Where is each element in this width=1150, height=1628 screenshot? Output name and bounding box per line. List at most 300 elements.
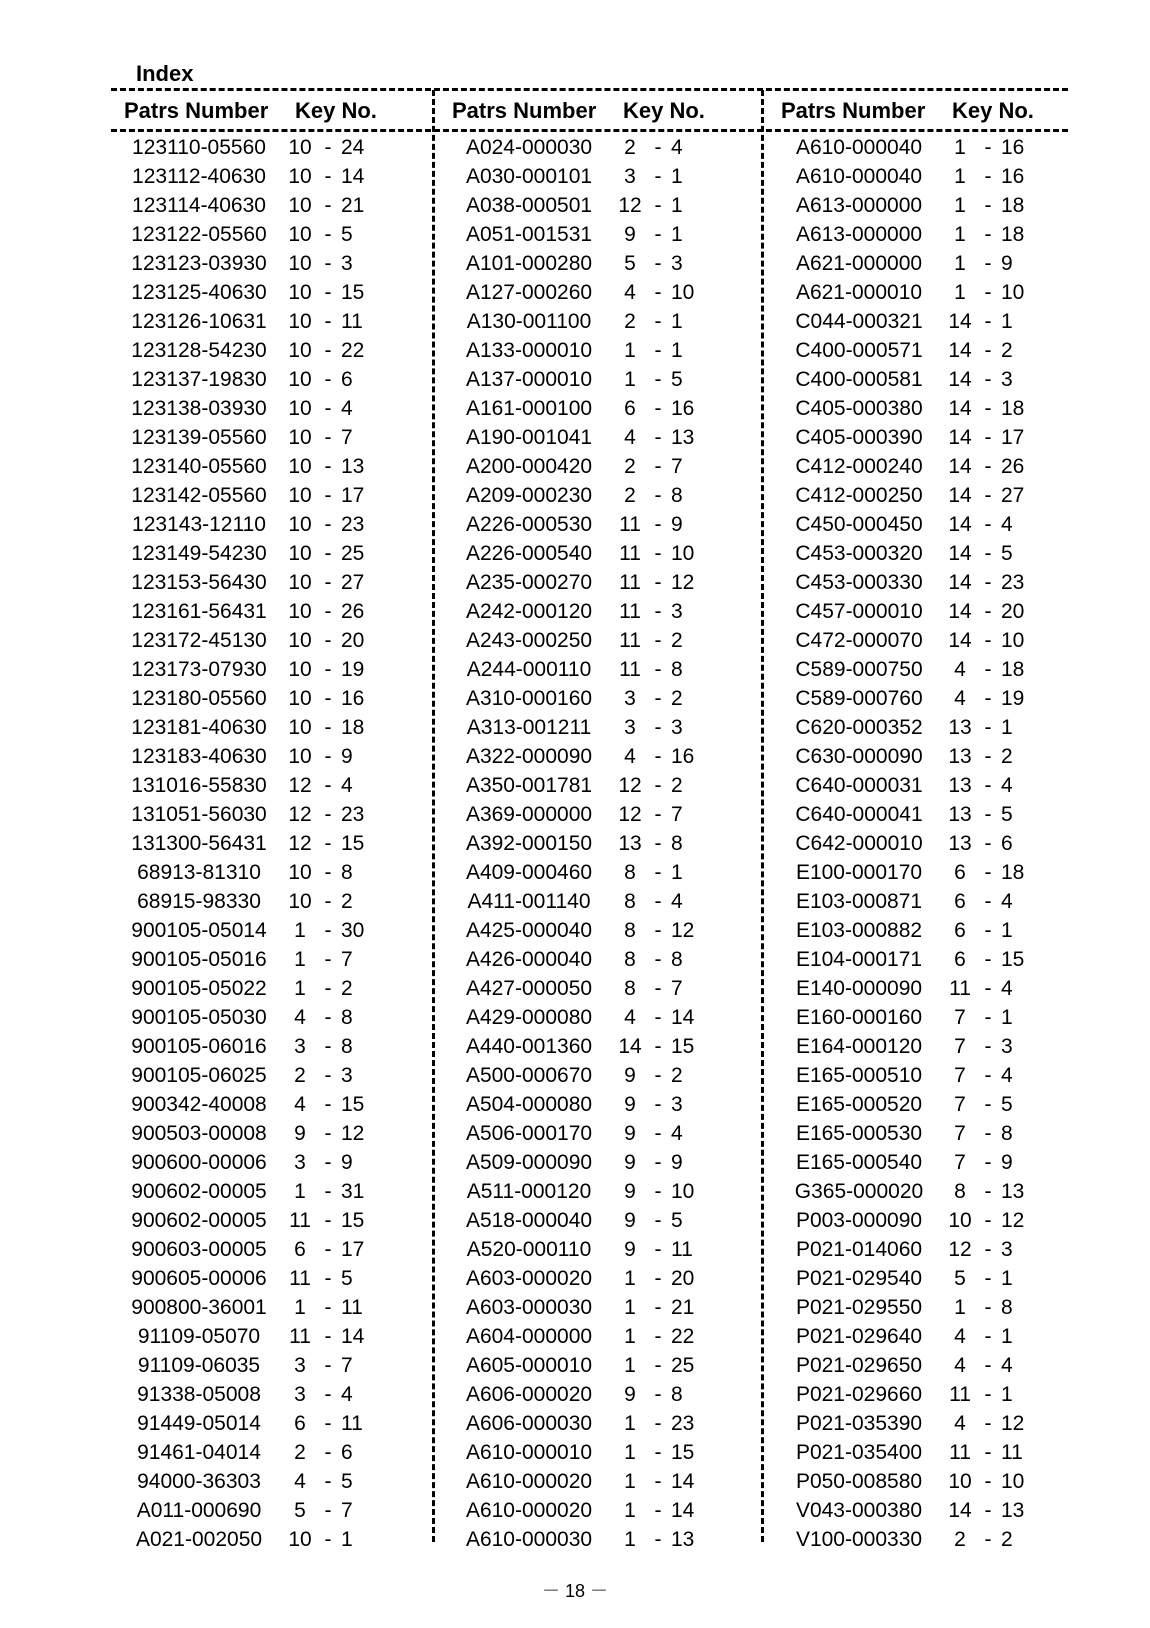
key-dash: - bbox=[654, 687, 662, 710]
key-dash: - bbox=[984, 919, 992, 942]
key-item: 31 bbox=[341, 1180, 365, 1203]
part-number: 123125-40630 bbox=[131, 281, 267, 304]
key-dash: - bbox=[324, 1006, 332, 1029]
key-figure: 1 bbox=[624, 1441, 636, 1464]
key-dash: - bbox=[984, 1296, 992, 1319]
part-number: 123161-56431 bbox=[131, 600, 267, 623]
key-figure: 10 bbox=[288, 484, 312, 507]
key-dash: - bbox=[324, 1064, 332, 1087]
key-item: 8 bbox=[341, 1006, 353, 1029]
key-item: 4 bbox=[1001, 513, 1013, 536]
key-dash: - bbox=[324, 1412, 332, 1435]
part-number: A610-000040 bbox=[795, 136, 923, 159]
key-figure: 7 bbox=[954, 1064, 966, 1087]
key-item: 1 bbox=[1001, 919, 1013, 942]
key-item: 4 bbox=[1001, 774, 1013, 797]
key-figure: 6 bbox=[624, 397, 636, 420]
key-figure: 11 bbox=[949, 977, 971, 1000]
key-dash: - bbox=[984, 1354, 992, 1377]
key-dash: - bbox=[324, 136, 332, 159]
key-dash: - bbox=[654, 1238, 662, 1261]
key-dash: - bbox=[324, 513, 332, 536]
key-item: 1 bbox=[1001, 1325, 1013, 1348]
key-item: 1 bbox=[1001, 1006, 1013, 1029]
key-item: 23 bbox=[671, 1412, 695, 1435]
key-item: 11 bbox=[671, 1238, 693, 1261]
key-figure: 13 bbox=[618, 832, 642, 855]
key-dash: - bbox=[654, 1383, 662, 1406]
key-item: 10 bbox=[1001, 1470, 1025, 1493]
key-dash: - bbox=[654, 803, 662, 826]
key-dash: - bbox=[984, 339, 992, 362]
key-item: 14 bbox=[341, 1325, 365, 1348]
part-number: C400-000581 bbox=[795, 368, 923, 391]
key-item: 1 bbox=[671, 194, 683, 217]
key-item: 8 bbox=[671, 948, 683, 971]
part-number: P021-029540 bbox=[795, 1267, 923, 1290]
key-dash: - bbox=[984, 194, 992, 217]
key-figure: 1 bbox=[294, 977, 306, 1000]
key-dash: - bbox=[324, 310, 332, 333]
key-dash: - bbox=[984, 658, 992, 681]
part-number: P021-029650 bbox=[795, 1354, 923, 1377]
part-number: 900105-06025 bbox=[131, 1064, 267, 1087]
header-key-no-1: Key No. bbox=[295, 98, 377, 123]
key-figure: 12 bbox=[618, 774, 642, 797]
key-figure: 10 bbox=[288, 513, 312, 536]
key-item: 10 bbox=[671, 542, 695, 565]
part-number: 123128-54230 bbox=[131, 339, 267, 362]
part-number: C457-000010 bbox=[795, 600, 923, 623]
key-figure: 1 bbox=[624, 1296, 636, 1319]
key-dash: - bbox=[324, 1035, 332, 1058]
key-figure: 12 bbox=[618, 194, 642, 217]
key-item: 2 bbox=[341, 977, 353, 1000]
part-number: A200-000420 bbox=[465, 455, 593, 478]
key-dash: - bbox=[984, 1180, 992, 1203]
page-title: Index bbox=[136, 61, 194, 86]
part-number: A235-000270 bbox=[465, 571, 593, 594]
key-dash: - bbox=[654, 252, 662, 275]
key-figure: 10 bbox=[288, 745, 312, 768]
key-dash: - bbox=[324, 426, 332, 449]
key-figure: 9 bbox=[624, 1122, 636, 1145]
key-dash: - bbox=[984, 1267, 992, 1290]
key-dash: - bbox=[324, 368, 332, 391]
key-dash: - bbox=[654, 368, 662, 391]
key-figure: 1 bbox=[954, 223, 966, 246]
key-item: 14 bbox=[671, 1499, 695, 1522]
part-number: A610-000020 bbox=[465, 1499, 593, 1522]
key-figure: 1 bbox=[624, 339, 636, 362]
key-figure: 9 bbox=[624, 1180, 636, 1203]
key-figure: 14 bbox=[948, 600, 972, 623]
key-dash: - bbox=[654, 1354, 662, 1377]
part-number: C472-000070 bbox=[795, 629, 923, 652]
key-figure: 11 bbox=[619, 600, 641, 623]
key-figure: 8 bbox=[624, 861, 636, 884]
key-item: 10 bbox=[671, 1180, 695, 1203]
part-number: E164-000120 bbox=[795, 1035, 923, 1058]
key-item: 3 bbox=[341, 1064, 353, 1087]
part-number: 68913-81310 bbox=[137, 861, 261, 884]
part-number: 68915-98330 bbox=[137, 890, 261, 913]
key-dash: - bbox=[984, 1093, 992, 1116]
key-dash: - bbox=[984, 1528, 992, 1551]
key-figure: 8 bbox=[624, 948, 636, 971]
key-figure: 1 bbox=[954, 1296, 966, 1319]
key-figure: 14 bbox=[948, 1499, 972, 1522]
key-item: 7 bbox=[341, 1354, 353, 1377]
part-number: P021-014060 bbox=[795, 1238, 923, 1261]
key-dash: - bbox=[654, 948, 662, 971]
part-number: 900503-00008 bbox=[131, 1122, 267, 1145]
key-figure: 14 bbox=[948, 484, 972, 507]
key-item: 10 bbox=[1001, 281, 1025, 304]
key-item: 16 bbox=[1001, 165, 1025, 188]
key-figure: 12 bbox=[288, 803, 312, 826]
key-item: 27 bbox=[1001, 484, 1025, 507]
key-figure: 10 bbox=[948, 1470, 972, 1493]
key-item: 19 bbox=[341, 658, 365, 681]
key-item: 2 bbox=[671, 774, 683, 797]
key-item: 23 bbox=[341, 513, 365, 536]
key-item: 2 bbox=[1001, 745, 1013, 768]
column-divider-2 bbox=[761, 90, 764, 1542]
key-dash: - bbox=[984, 484, 992, 507]
key-item: 7 bbox=[341, 1499, 353, 1522]
part-number: A051-001531 bbox=[465, 223, 593, 246]
key-figure: 8 bbox=[624, 890, 636, 913]
part-number: A190-001041 bbox=[465, 426, 593, 449]
part-number: 123183-40630 bbox=[131, 745, 267, 768]
key-item: 26 bbox=[341, 600, 365, 623]
key-figure: 2 bbox=[294, 1064, 306, 1087]
key-figure: 3 bbox=[294, 1383, 306, 1406]
key-dash: - bbox=[654, 658, 662, 681]
key-item: 10 bbox=[1001, 629, 1025, 652]
key-item: 5 bbox=[341, 223, 353, 246]
key-item: 2 bbox=[1001, 1528, 1013, 1551]
header-part-number-1: Patrs Number bbox=[124, 98, 269, 123]
part-number: A604-000000 bbox=[465, 1325, 593, 1348]
key-dash: - bbox=[984, 397, 992, 420]
key-dash: - bbox=[984, 1209, 992, 1232]
key-figure: 13 bbox=[948, 745, 972, 768]
part-number: 91461-04014 bbox=[137, 1441, 261, 1464]
key-item: 11 bbox=[341, 310, 363, 333]
key-figure: 6 bbox=[954, 948, 966, 971]
part-number: V100-000330 bbox=[795, 1528, 923, 1551]
key-dash: - bbox=[324, 948, 332, 971]
key-dash: - bbox=[324, 1267, 332, 1290]
key-item: 8 bbox=[671, 1383, 683, 1406]
part-number: A242-000120 bbox=[465, 600, 593, 623]
key-item: 3 bbox=[671, 716, 683, 739]
key-figure: 13 bbox=[948, 803, 972, 826]
key-dash: - bbox=[654, 1151, 662, 1174]
part-number: 91338-05008 bbox=[137, 1383, 261, 1406]
part-number: C412-000250 bbox=[795, 484, 923, 507]
key-figure: 1 bbox=[624, 1470, 636, 1493]
key-figure: 10 bbox=[288, 194, 312, 217]
key-figure: 14 bbox=[948, 629, 972, 652]
key-item: 13 bbox=[341, 455, 365, 478]
part-number: 900105-05030 bbox=[131, 1006, 267, 1029]
key-dash: - bbox=[654, 455, 662, 478]
key-item: 9 bbox=[341, 1151, 353, 1174]
key-item: 16 bbox=[671, 397, 695, 420]
key-item: 15 bbox=[341, 1209, 365, 1232]
key-dash: - bbox=[654, 426, 662, 449]
key-figure: 3 bbox=[624, 687, 636, 710]
part-number: 123172-45130 bbox=[131, 629, 267, 652]
key-figure: 8 bbox=[954, 1180, 966, 1203]
part-number: A161-000100 bbox=[465, 397, 593, 420]
key-dash: - bbox=[324, 397, 332, 420]
key-dash: - bbox=[984, 1412, 992, 1435]
key-item: 3 bbox=[341, 252, 353, 275]
key-dash: - bbox=[984, 948, 992, 971]
key-figure: 12 bbox=[288, 774, 312, 797]
key-dash: - bbox=[984, 426, 992, 449]
column-divider-1 bbox=[432, 90, 435, 1542]
key-item: 3 bbox=[671, 600, 683, 623]
key-figure: 7 bbox=[954, 1093, 966, 1116]
part-number: P050-008580 bbox=[795, 1470, 923, 1493]
part-number: A426-000040 bbox=[465, 948, 593, 971]
part-number: C589-000750 bbox=[795, 658, 923, 681]
key-dash: - bbox=[984, 629, 992, 652]
key-figure: 9 bbox=[624, 1209, 636, 1232]
key-dash: - bbox=[324, 1180, 332, 1203]
part-number: 94000-36303 bbox=[137, 1470, 261, 1493]
key-dash: - bbox=[984, 368, 992, 391]
key-figure: 3 bbox=[294, 1354, 306, 1377]
part-number: 123153-56430 bbox=[131, 571, 267, 594]
key-dash: - bbox=[324, 803, 332, 826]
key-item: 1 bbox=[341, 1528, 353, 1551]
key-dash: - bbox=[324, 1354, 332, 1377]
key-dash: - bbox=[324, 1151, 332, 1174]
part-number: C640-000031 bbox=[795, 774, 923, 797]
part-number: A429-000080 bbox=[465, 1006, 593, 1029]
key-figure: 9 bbox=[624, 1383, 636, 1406]
key-figure: 1 bbox=[624, 1412, 636, 1435]
key-item: 18 bbox=[1001, 397, 1025, 420]
key-item: 25 bbox=[671, 1354, 695, 1377]
key-dash: - bbox=[654, 1093, 662, 1116]
part-number: A313-001211 bbox=[466, 716, 592, 739]
key-dash: - bbox=[984, 1470, 992, 1493]
key-figure: 11 bbox=[949, 1383, 971, 1406]
key-dash: - bbox=[984, 1238, 992, 1261]
part-number: 123112-40630 bbox=[132, 165, 266, 188]
key-figure: 11 bbox=[619, 629, 641, 652]
key-dash: - bbox=[654, 1441, 662, 1464]
key-figure: 10 bbox=[288, 310, 312, 333]
key-dash: - bbox=[654, 1470, 662, 1493]
key-item: 16 bbox=[1001, 136, 1025, 159]
key-dash: - bbox=[654, 484, 662, 507]
key-item: 24 bbox=[341, 136, 365, 159]
key-figure: 3 bbox=[624, 165, 636, 188]
key-item: 7 bbox=[341, 948, 353, 971]
key-figure: 12 bbox=[618, 803, 642, 826]
key-item: 2 bbox=[671, 1064, 683, 1087]
key-dash: - bbox=[984, 513, 992, 536]
part-number: A209-000230 bbox=[465, 484, 593, 507]
part-number: A621-000000 bbox=[795, 252, 923, 275]
key-dash: - bbox=[654, 1296, 662, 1319]
key-figure: 1 bbox=[954, 252, 966, 275]
key-figure: 6 bbox=[294, 1412, 306, 1435]
key-figure: 1 bbox=[624, 1354, 636, 1377]
part-number: E104-000171 bbox=[795, 948, 923, 971]
key-figure: 11 bbox=[289, 1325, 311, 1348]
part-number: A322-000090 bbox=[465, 745, 593, 768]
key-figure: 1 bbox=[954, 281, 966, 304]
key-item: 16 bbox=[671, 745, 695, 768]
key-figure: 11 bbox=[619, 513, 641, 536]
part-number: C453-000320 bbox=[795, 542, 923, 565]
part-number: C589-000760 bbox=[795, 687, 923, 710]
key-figure: 10 bbox=[288, 629, 312, 652]
key-figure: 10 bbox=[288, 368, 312, 391]
key-dash: - bbox=[984, 1441, 992, 1464]
part-number: A130-001100 bbox=[466, 310, 592, 333]
part-number: A244-000110 bbox=[466, 658, 592, 681]
key-dash: - bbox=[654, 1064, 662, 1087]
key-dash: - bbox=[324, 977, 332, 1000]
part-number: V043-000380 bbox=[795, 1499, 923, 1522]
key-item: 4 bbox=[671, 1122, 683, 1145]
part-number: 900105-05014 bbox=[131, 919, 267, 942]
part-number: A500-000670 bbox=[465, 1064, 593, 1087]
key-dash: - bbox=[324, 194, 332, 217]
key-item: 1 bbox=[1001, 1383, 1013, 1406]
part-number: 900342-40008 bbox=[131, 1093, 267, 1116]
key-item: 4 bbox=[341, 1383, 353, 1406]
key-item: 4 bbox=[1001, 1064, 1013, 1087]
key-figure: 10 bbox=[288, 252, 312, 275]
key-figure: 9 bbox=[624, 1093, 636, 1116]
key-figure: 13 bbox=[948, 774, 972, 797]
key-figure: 1 bbox=[624, 1528, 636, 1551]
key-item: 7 bbox=[671, 455, 683, 478]
key-item: 4 bbox=[341, 397, 353, 420]
key-dash: - bbox=[324, 1383, 332, 1406]
key-dash: - bbox=[984, 455, 992, 478]
key-dash: - bbox=[984, 745, 992, 768]
key-item: 13 bbox=[671, 426, 695, 449]
part-number: A310-000160 bbox=[465, 687, 593, 710]
key-dash: - bbox=[324, 1238, 332, 1261]
key-dash: - bbox=[324, 890, 332, 913]
part-number: A610-000040 bbox=[795, 165, 923, 188]
key-item: 3 bbox=[1001, 1035, 1013, 1058]
key-figure: 4 bbox=[624, 426, 636, 449]
key-item: 7 bbox=[671, 803, 683, 826]
key-figure: 9 bbox=[624, 1151, 636, 1174]
part-number: A613-000000 bbox=[795, 223, 923, 246]
key-item: 2 bbox=[671, 687, 683, 710]
key-figure: 11 bbox=[949, 1441, 971, 1464]
part-number: 900800-36001 bbox=[131, 1296, 267, 1319]
key-dash: - bbox=[654, 513, 662, 536]
key-dash: - bbox=[324, 745, 332, 768]
part-number: C044-000321 bbox=[795, 310, 923, 333]
key-dash: - bbox=[654, 774, 662, 797]
part-number: A369-000000 bbox=[465, 803, 593, 826]
part-number: A605-000010 bbox=[465, 1354, 593, 1377]
part-number: A011-000690 bbox=[136, 1499, 262, 1522]
key-dash: - bbox=[984, 803, 992, 826]
key-figure: 10 bbox=[288, 281, 312, 304]
header-key-no-3: Key No. bbox=[952, 98, 1034, 123]
key-figure: 10 bbox=[288, 339, 312, 362]
key-dash: - bbox=[324, 455, 332, 478]
part-number: C412-000240 bbox=[795, 455, 923, 478]
key-dash: - bbox=[984, 861, 992, 884]
key-item: 4 bbox=[671, 136, 683, 159]
key-dash: - bbox=[654, 629, 662, 652]
key-figure: 2 bbox=[294, 1441, 306, 1464]
key-figure: 14 bbox=[948, 368, 972, 391]
key-item: 1 bbox=[1001, 716, 1013, 739]
part-number: A243-000250 bbox=[465, 629, 593, 652]
part-number: 123114-40630 bbox=[132, 194, 266, 217]
key-item: 4 bbox=[1001, 977, 1013, 1000]
key-dash: - bbox=[324, 223, 332, 246]
key-dash: - bbox=[984, 832, 992, 855]
key-dash: - bbox=[324, 281, 332, 304]
key-item: 8 bbox=[671, 832, 683, 855]
part-number: 123181-40630 bbox=[131, 716, 267, 739]
part-number: 900603-00005 bbox=[131, 1238, 267, 1261]
key-figure: 10 bbox=[288, 687, 312, 710]
key-item: 5 bbox=[341, 1470, 353, 1493]
part-number: A392-000150 bbox=[465, 832, 593, 855]
key-figure: 10 bbox=[288, 542, 312, 565]
key-figure: 10 bbox=[288, 600, 312, 623]
key-dash: - bbox=[654, 1180, 662, 1203]
key-dash: - bbox=[984, 977, 992, 1000]
key-item: 6 bbox=[1001, 832, 1013, 855]
part-number: 900105-06016 bbox=[131, 1035, 267, 1058]
key-figure: 13 bbox=[948, 716, 972, 739]
key-item: 15 bbox=[671, 1441, 695, 1464]
key-item: 12 bbox=[1001, 1412, 1025, 1435]
key-item: 21 bbox=[671, 1296, 695, 1319]
key-dash: - bbox=[984, 165, 992, 188]
key-item: 18 bbox=[1001, 194, 1025, 217]
key-dash: - bbox=[984, 774, 992, 797]
key-item: 15 bbox=[1001, 948, 1025, 971]
part-number: 131300-56431 bbox=[131, 832, 267, 855]
key-item: 23 bbox=[1001, 571, 1025, 594]
key-figure: 1 bbox=[294, 948, 306, 971]
key-dash: - bbox=[324, 484, 332, 507]
key-dash: - bbox=[654, 1035, 662, 1058]
key-figure: 1 bbox=[624, 1499, 636, 1522]
key-figure: 11 bbox=[619, 571, 641, 594]
header-bottom-rule bbox=[111, 129, 1068, 132]
key-dash: - bbox=[984, 223, 992, 246]
part-number: 91449-05014 bbox=[137, 1412, 261, 1435]
key-figure: 6 bbox=[954, 890, 966, 913]
key-item: 7 bbox=[671, 977, 683, 1000]
